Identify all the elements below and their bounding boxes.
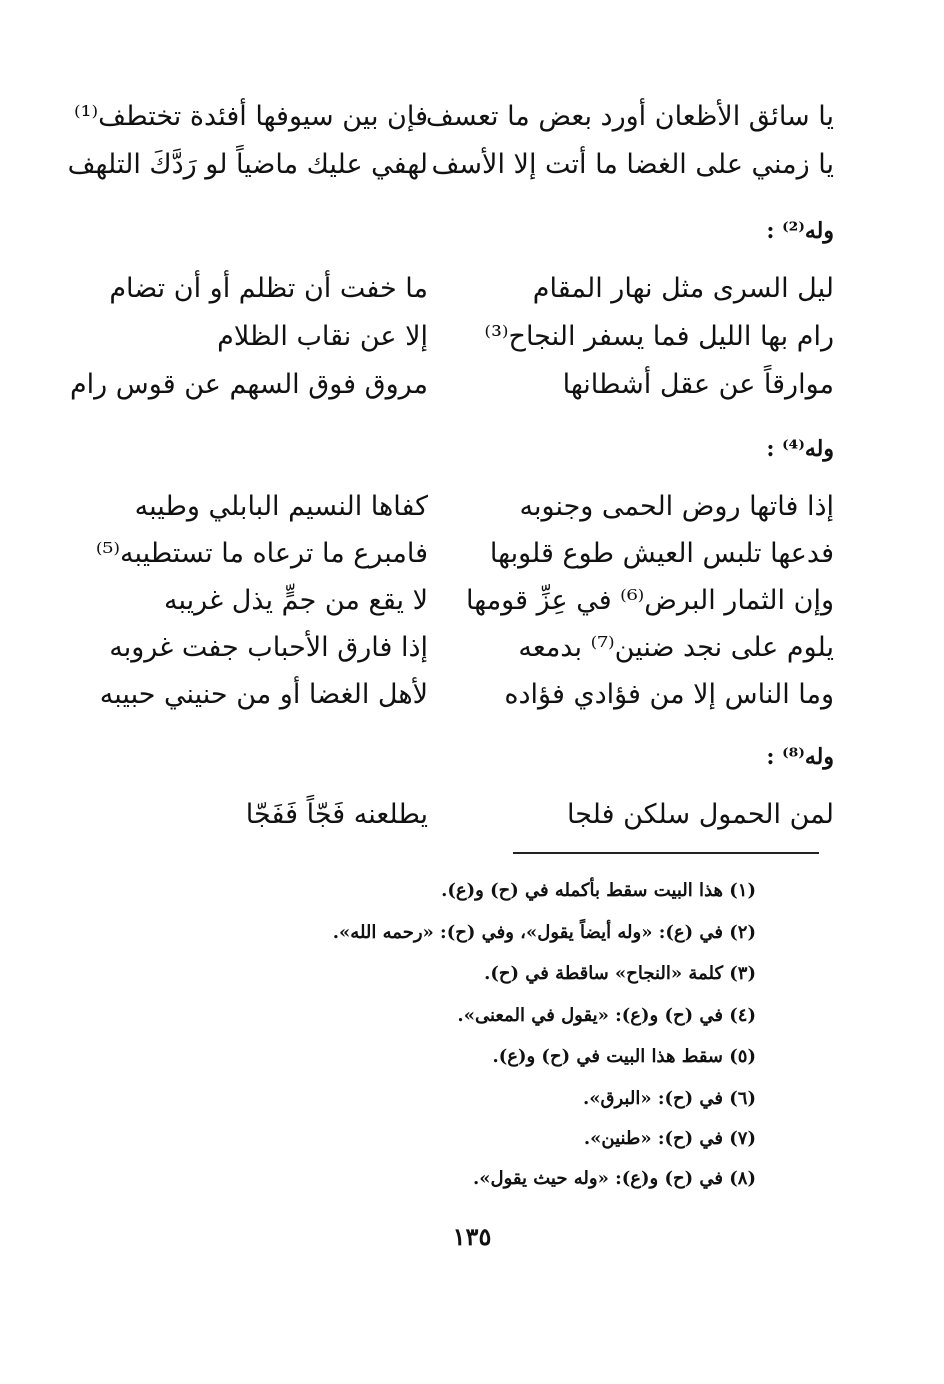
verse-right: وإن الثمار البرض⁽⁶⁾ في عِزِّ قومها	[466, 585, 834, 616]
footnote: (٦) في (ح): «البرق».	[582, 1088, 756, 1109]
verse-right: يا زمني على الغضا ما أتت إلا الأسف	[431, 149, 834, 180]
footnote: (٨) في (ح) و(ع): «وله حيث يقول».	[472, 1168, 756, 1189]
verse-left: لا يقع من جمٍّ يذل غريبه	[164, 585, 428, 616]
page-number: ١٣٥	[452, 1222, 492, 1251]
verse-right: لمن الحمول سلكن فلجا	[567, 799, 834, 830]
footnote: (٤) في (ح) و(ع): «يقول في المعنى».	[457, 1005, 756, 1026]
footnote: (٥) سقط هذا البيت في (ح) و(ع).	[492, 1046, 756, 1067]
stanza-heading: وله⁽²⁾ :	[766, 218, 834, 244]
footnote: (٣) كلمة «النجاح» ساقطة في (ح).	[484, 963, 756, 984]
verse-left: فامبرع ما ترعاه ما تستطيبه⁽⁵⁾	[95, 538, 428, 569]
verse-left: مروق فوق السهم عن قوس رام	[69, 369, 428, 400]
footnote: (٢) في (ع): «وله أيضاً يقول»، وفي (ح): «رحمه الله».	[332, 922, 756, 943]
footnote: (٧) في (ح): «طنين».	[583, 1128, 756, 1149]
verse-right: يلوم على نجد ضنين⁽⁷⁾ بدمعه	[518, 632, 834, 663]
verse-right: رام بها الليل فما يسفر النجاح⁽³⁾	[484, 321, 834, 352]
stanza-heading: وله⁽⁴⁾ :	[766, 436, 834, 462]
verse-left: إلا عن نقاب الظلام	[217, 321, 428, 352]
verse-left: لهفي عليك ماضياً لو رَدَّكَ التلهف	[67, 149, 428, 180]
verse-right: فدعها تلبس العيش طوع قلوبها	[489, 538, 834, 569]
verse-right: إذا فاتها روض الحمى وجنوبه	[519, 491, 834, 522]
verse-right: ليل السرى مثل نهار المقام	[532, 273, 834, 304]
footnote-divider	[513, 852, 819, 854]
stanza-heading: وله⁽⁸⁾ :	[766, 744, 834, 770]
verse-left: يطلعنه فَجّاً فَفَجّا	[245, 799, 428, 830]
footnote: (١) هذا البيت سقط بأكمله في (ح) و(ع).	[441, 880, 756, 901]
verse-left: إذا فارق الأحباب جفت غروبه	[109, 632, 428, 663]
verse-left: فإن بين سيوفها أفئدة تختطف⁽¹⁾	[74, 101, 428, 132]
verse-right: وما الناس إلا من فؤادي فؤاده	[504, 679, 834, 710]
verse-left: ما خفت أن تظلم أو أن تضام	[109, 273, 428, 304]
verse-left: لأهل الغضا أو من حنيني حبيبه	[99, 679, 428, 710]
verse-right: موارقاً عن عقل أشطانها	[562, 369, 834, 400]
verse-right: يا سائق الأظعان أورد بعض ما تعسف	[425, 101, 834, 132]
verse-left: كفاها النسيم البابلي وطيبه	[134, 491, 428, 522]
